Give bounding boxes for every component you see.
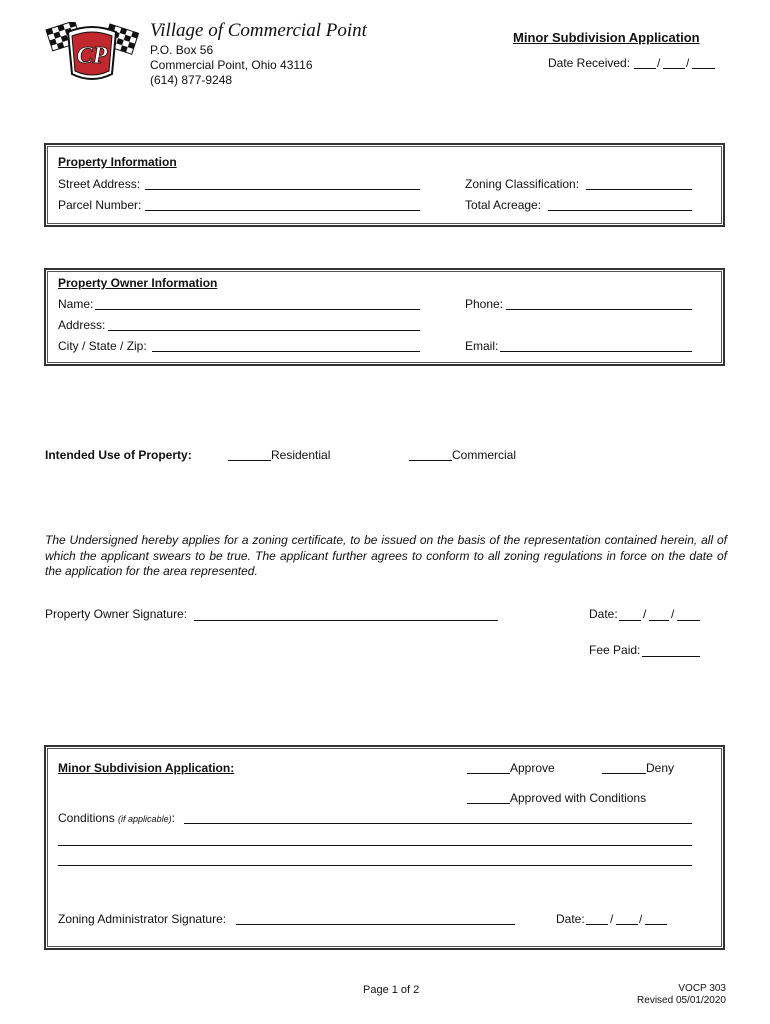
admin-date-year-field[interactable] — [645, 924, 667, 925]
office-phone: (614) 877-9248 — [150, 73, 233, 87]
total-acreage-label: Total Acreage: — [465, 198, 542, 212]
date-received-day-field[interactable] — [663, 68, 685, 69]
date-sep: / — [657, 56, 661, 70]
admin-heading: Minor Subdivision Application: — [58, 761, 235, 775]
parcel-number-label: Parcel Number: — [58, 198, 142, 212]
total-acreage-field[interactable] — [548, 210, 692, 211]
date-received-month-field[interactable] — [634, 68, 656, 69]
street-address-field[interactable] — [145, 189, 420, 190]
date-received-label: Date Received: — [548, 56, 631, 70]
zoning-classification-field[interactable] — [586, 189, 692, 190]
signature-date-month-field[interactable] — [619, 620, 641, 621]
owner-city-field[interactable] — [152, 351, 420, 352]
residential-option: Residential — [271, 448, 331, 462]
admin-signature-field[interactable] — [236, 924, 515, 925]
approve-option: Approve — [510, 761, 555, 775]
admin-date-day-field[interactable] — [616, 924, 638, 925]
date-received-year-field[interactable] — [692, 68, 715, 69]
date-sep: / — [643, 607, 647, 621]
owner-signature-label: Property Owner Signature: — [45, 607, 188, 621]
approved-conditions-checkbox-line[interactable] — [467, 803, 510, 804]
zoning-classification-label: Zoning Classification: — [465, 177, 580, 191]
admin-signature-label: Zoning Administrator Signature: — [58, 912, 227, 926]
parcel-number-field[interactable] — [145, 210, 420, 211]
property-info-heading: Property Information — [58, 155, 177, 169]
owner-email-field[interactable] — [500, 351, 692, 352]
signature-date-year-field[interactable] — [677, 620, 700, 621]
page-number: Page 1 of 2 — [363, 984, 420, 996]
deny-option: Deny — [646, 761, 675, 775]
deny-checkbox-line[interactable] — [602, 773, 646, 774]
owner-phone-label: Phone: — [465, 297, 504, 311]
admin-date-month-field[interactable] — [586, 924, 608, 925]
declaration-text: The Undersigned hereby applies for a zoning certificate, to be issued on the basis of the representation contained herein, all of which the applicant swears to be true. The applicant further agrees to conform to all zoning regulations in force on the date of the application for the area represented. — [45, 533, 727, 578]
approved-conditions-option: Approved with Conditions — [510, 791, 647, 805]
conditions-field-1[interactable] — [184, 823, 692, 824]
admin-date-label: Date: — [556, 912, 585, 926]
fee-paid-field[interactable] — [642, 656, 700, 657]
owner-email-label: Email: — [465, 339, 499, 353]
owner-info-heading: Property Owner Information — [58, 276, 218, 290]
owner-city-label: City / State / Zip: — [58, 339, 147, 353]
residential-checkbox-line[interactable] — [228, 460, 271, 461]
revision-date: Revised 05/01/2020 — [637, 995, 726, 1006]
address-line-1: P.O. Box 56 — [150, 43, 214, 57]
form-code: VOCP 303 — [678, 983, 726, 994]
street-address-label: Street Address: — [58, 177, 141, 191]
owner-name-label: Name: — [58, 297, 94, 311]
date-sep: / — [610, 912, 614, 926]
signature-date-day-field[interactable] — [649, 620, 669, 621]
commercial-option: Commercial — [452, 448, 517, 462]
conditions-colon: : — [171, 811, 175, 825]
fee-paid-label: Fee Paid: — [589, 643, 641, 657]
owner-signature-field[interactable] — [194, 620, 498, 621]
org-name: Village of Commercial Point — [150, 20, 367, 41]
conditions-label-text: Conditions — [58, 811, 115, 825]
signature-date-label: Date: — [589, 607, 618, 621]
form-title: Minor Subdivision Application — [513, 30, 700, 45]
approve-checkbox-line[interactable] — [467, 773, 510, 774]
owner-address-label: Address: — [58, 318, 106, 332]
conditions-note: (if applicable) — [118, 814, 172, 824]
date-sep: / — [686, 56, 690, 70]
conditions-label — [58, 811, 175, 825]
address-line-2: Commercial Point, Ohio 43116 — [150, 58, 313, 72]
conditions-field-3[interactable] — [58, 865, 692, 866]
owner-phone-field[interactable] — [506, 309, 692, 310]
conditions-field-2[interactable] — [58, 845, 692, 846]
intended-use-label: Intended Use of Property: — [45, 448, 192, 462]
commercial-checkbox-line[interactable] — [409, 460, 452, 461]
date-sep: / — [639, 912, 643, 926]
owner-address-field[interactable] — [108, 330, 420, 331]
date-sep: / — [671, 607, 675, 621]
owner-name-field[interactable] — [95, 309, 420, 310]
logo-lettering: CP — [76, 43, 108, 69]
village-logo — [42, 22, 142, 86]
